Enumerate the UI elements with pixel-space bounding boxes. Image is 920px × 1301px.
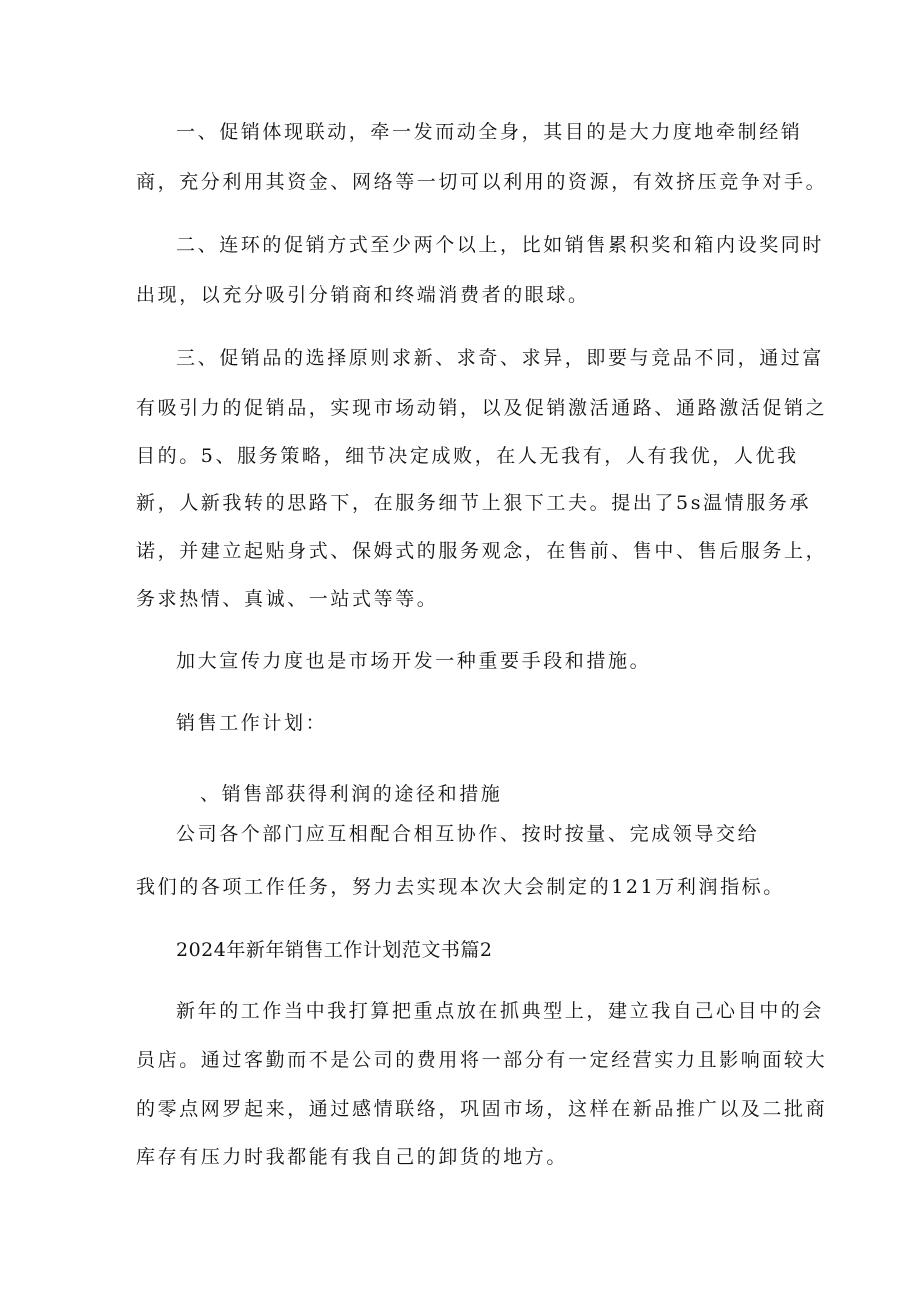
paragraph-6-line-3: 的零点网罗起来，通过感情联络，巩固市场，这样在新品推广以及二批商 — [136, 1098, 828, 1120]
paragraph-3-line-1: 三、促销品的选择原则求新、求奇、求异，即要与竞品不同，通过富 — [176, 347, 825, 369]
paragraph-4: 加大宣传力度也是市场开发一种重要手段和措施。 — [176, 650, 652, 672]
paragraph-3-line-2: 有吸引力的促销品，实现市场动销，以及促销激活通路、通路激活促销之 — [136, 397, 828, 419]
paragraph-6-line-4: 库存有压力时我都能有我自己的卸货的地方。 — [136, 1146, 569, 1168]
paragraph-1-line-2: 商，充分利用其资金、网络等一切可以利用的资源，有效挤压竞争对手。 — [136, 171, 828, 193]
paragraph-3-line-6: 务求热情、真诚、一站式等等。 — [136, 588, 439, 610]
paragraph-3-line-5: 诺，并建立起贴身式、保姆式的服务观念，在售前、售中、售后服务上， — [136, 540, 828, 562]
paragraph-5-line-2: 我们的各项工作任务，努力去实现本次大会制定的121万利润指标。 — [136, 876, 785, 898]
sub-item-heading: 、销售部获得利润的途径和措施 — [200, 783, 503, 805]
paragraph-2-line-2: 出现，以充分吸引分销商和终端消费者的眼球。 — [136, 284, 590, 306]
paragraph-6-line-2: 员店。通过客勤而不是公司的费用将一部分有一定经营实力且影响面较大 — [136, 1049, 828, 1071]
paragraph-6-line-1: 新年的工作当中我打算把重点放在抓典型上，建立我自己心目中的会 — [176, 1000, 825, 1022]
article-title: 2024年新年销售工作计划范文书篇2 — [176, 939, 493, 961]
paragraph-2-line-1: 二、连环的促销方式至少两个以上，比如销售累积奖和箱内设奖同时 — [176, 234, 825, 256]
paragraph-3-line-3: 目的。5、服务策略，细节决定成败，在人无我有，人有我优，人优我 — [136, 445, 799, 467]
paragraph-1-line-1: 一、促销体现联动，牵一发而动全身，其目的是大力度地牵制经销 — [176, 121, 803, 143]
section-heading: 销售工作计划： — [176, 712, 328, 734]
paragraph-5-line-1: 公司各个部门应互相配合相互协作、按时按量、完成领导交给 — [176, 823, 760, 845]
paragraph-3-line-4: 新，人新我转的思路下，在服务细节上狠下工夫。提出了5s温情服务承 — [136, 492, 812, 514]
